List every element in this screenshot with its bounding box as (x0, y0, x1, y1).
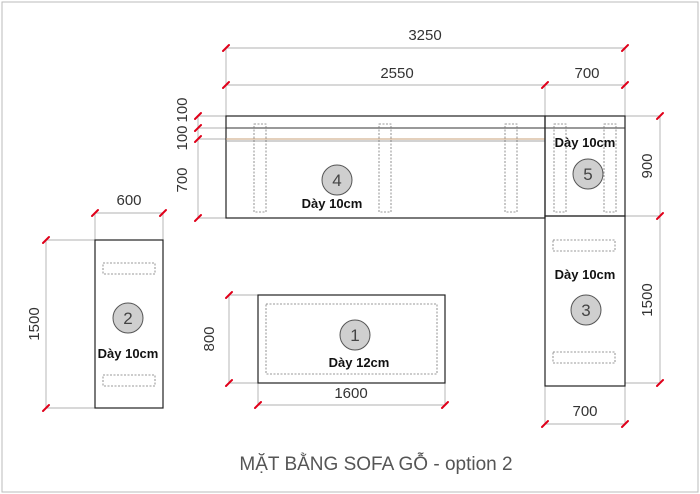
note-piece-3: Dày 10cm (554, 267, 616, 282)
dim-top-right: 700 (574, 65, 600, 82)
note-piece-1: Dày 12cm (328, 355, 390, 370)
piece-3-slat-2 (553, 352, 615, 363)
dim-top-total: 3250 (408, 27, 442, 44)
piece-2-slat-2 (103, 375, 155, 386)
badge-number-3: 3 (581, 301, 591, 320)
dim-right-lower: 1500 (639, 283, 656, 317)
drawing-title: MẶT BẰNG SOFA GỖ - option 2 (239, 454, 513, 475)
piece-4-leg-2 (379, 124, 391, 212)
badge-number-4: 4 (332, 171, 342, 190)
dim-piece3-width: 700 (572, 403, 598, 420)
piece-4-leg-1 (254, 124, 266, 212)
note-piece-5: Dày 10cm (554, 135, 616, 150)
dim-piece1-height: 800 (201, 326, 218, 352)
dim-piece2-width: 600 (116, 192, 142, 209)
piece-4-outline (226, 116, 545, 218)
dim-right-upper: 900 (639, 153, 656, 179)
badge-number-1: 1 (350, 326, 360, 345)
dim-piece2-height: 1500 (26, 307, 43, 341)
dim-left-back: 700 (174, 167, 191, 193)
badge-number-2: 2 (123, 309, 133, 328)
piece-3-slat-1 (553, 240, 615, 251)
piece-4-leg-3 (505, 124, 517, 212)
piece-2-slat-1 (103, 263, 155, 274)
note-piece-2: Dày 10cm (97, 346, 159, 361)
dim-left-thin-b: 100 (174, 125, 191, 151)
dim-piece1-width: 1600 (334, 385, 368, 402)
dim-top-left: 2550 (380, 65, 414, 82)
note-piece-4: Dày 10cm (301, 196, 363, 211)
dim-left-thin-a: 100 (174, 97, 191, 123)
badge-number-5: 5 (583, 165, 593, 184)
sofa-piece-4 (226, 116, 545, 218)
